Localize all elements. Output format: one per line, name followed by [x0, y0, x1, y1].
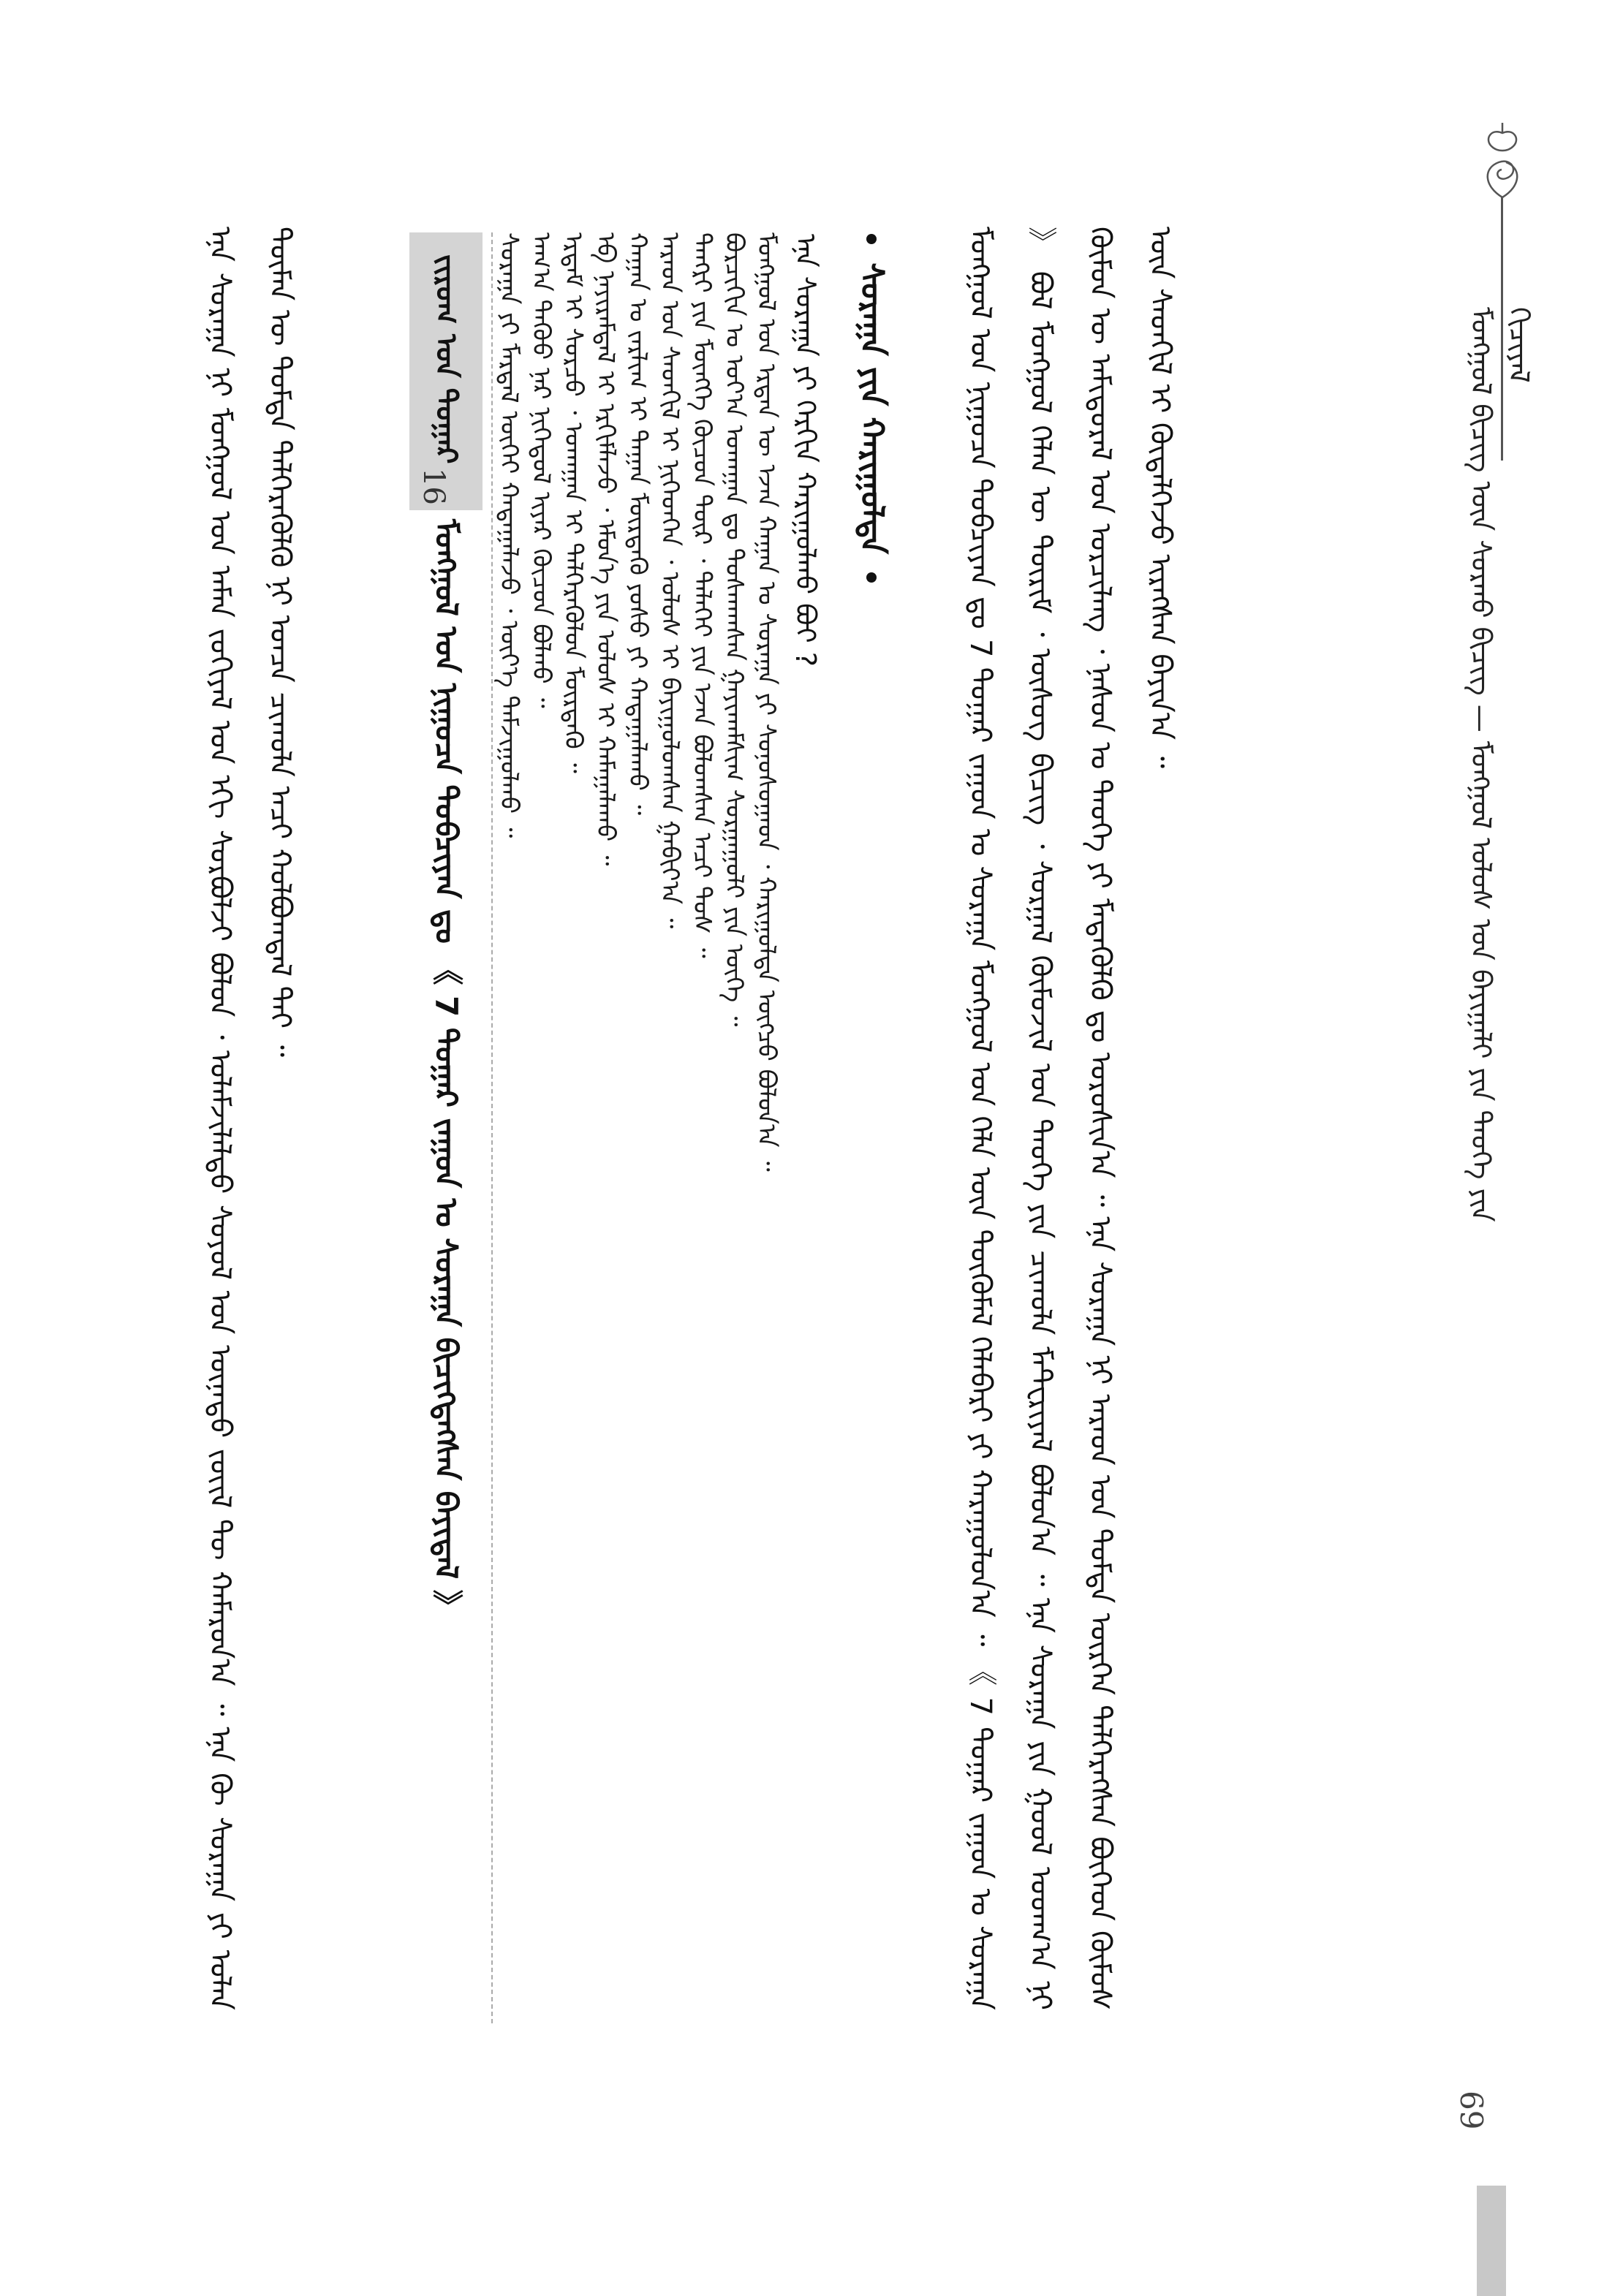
footer-bar: [1477, 2186, 1506, 2296]
bullet-icon: [866, 572, 877, 583]
header-ornament-icon: [1469, 117, 1535, 205]
section-heading: [848, 227, 899, 621]
poem-line: ᠲᠡᠨᠭᠷᠢ ᠶᠢᠨ ᠮᠥᠩᠬᠡ ᠬᠦᠴᠦᠨ ᠳᠦᠷ ᠂ ᠳᠡᠯᠡᠬᠡᠢ ᠶᠢᠨ ᠡᠵᠡᠨ ᠪᠣᠯᠤᠭᠰᠠᠨ ᠠᠴᠢ ᠲᠤᠰ ᠃: [687, 232, 716, 958]
poem-line: ᠪᠣᠷᠴᠢᠭᠢᠨ ᠤ ᠣᠶ᠎ᠠ ᠤᠬᠠᠭᠠᠨ ᠳᠤ ᠲᠤᠰᠬᠠᠭᠰᠠᠨ ᠭᠠᠶᠢᠬᠠᠮᠰᠢᠭ ᠰᠤᠷᠭᠠᠭᠤᠯᠢ ᠶᠢᠨ ᠦᠭᠡ ᠃: [719, 232, 749, 1027]
poem-divider: [491, 232, 493, 2023]
section-heading-text: ᠰᠤᠷᠠᠭᠠ ᠶᠢᠨ ᠬᠠᠷᠢᠭᠤᠯᠲᠠ: [853, 262, 890, 554]
figure-number: 16: [417, 468, 450, 505]
poem-line: ᠰᠤᠷᠠᠭᠠ ᠶᠢ ᠮᠠᠷᠲᠠᠯ ᠦᠭᠡᠢ ᠬᠠᠳᠠᠭᠠᠯᠠᠵᠤ ᠂ ᠦᠶ᠎ᠡ ᠳᠠᠮᠵᠢᠭᠤᠯᠬᠤ ᠃: [494, 232, 523, 838]
running-head: ᠮᠣᠩᠭᠣᠯ ᠪᠢᠴᠢᠭ ᠦᠨ ᠰᠤᠷᠬᠤ ᠪᠢᠴᠢᠭ — ᠮᠣᠩᠭᠣᠯ ᠤᠯᠤᠰ ᠤᠨ ᠪᠠᠶᠢᠭᠠᠯᠢ ᠶᠢᠨ ᠲᠡᠦᠬᠡ ᠶᠢᠨ ᠬᠢᠴᠢᠶᠡᠯ: [1465, 307, 1535, 1222]
poem-line: ᠡᠷᠳᠡᠮ ᠢ ᠰᠤᠷᠴᠤ ᠂ ᠤᠬᠠᠭᠠᠨ ᠢ ᠲᠡᠯᠭᠡᠷᠡᠭᠦᠯᠦᠨ ᠮᠥᠷᠳᠡᠬᠦ ᠃: [559, 232, 588, 773]
poem-line: ᠬᠠᠭᠠᠨ ᠤ ᠵᠠᠷᠯᠢᠭ ᠢ ᠳᠠᠭᠠᠨ ᠮᠥᠷᠳᠡᠬᠦ ᠶᠣᠰᠤ ᠶᠢ ᠬᠠᠳᠠᠭᠠᠯᠠᠬᠤ ᠃: [623, 232, 652, 816]
poem-block: [494, 232, 782, 2031]
page-number: 69: [1453, 2091, 1489, 2130]
poem-line: ᠠᠬ᠎ᠠ ᠳᠡᠭᠦᠦ ᠨᠠᠷ ᠨᠢᠭᠡᠳᠦᠯ ᠢᠶᠡᠷ ᠬᠦᠴᠦᠨ ᠪᠣᠯᠬᠤ ᠃: [526, 232, 556, 708]
closing-paragraph: ᠡᠨᠡ ᠰᠤᠷᠠᠭᠠ ᠨᠢ ᠮᠣᠩᠭᠣᠯ ᠤᠨ ᠠᠮᠠᠨ ᠵᠣᠬᠢᠶᠠᠯ ᠤᠨ ᠡᠬᠢ ᠰᠤᠷᠪᠤᠯᠵᠢ ᠪᠣᠯᠤᠨ ᠂ ᠤᠯᠠᠮᠵᠢᠯᠠᠯᠲᠤ ᠰᠤᠶᠤᠯ ᠤᠨ ᠦᠨᠡᠲᠦ ᠵᠦᠢᠯ ᠲᠦ ᠬᠠᠮᠠᠷᠤᠨ᠎ᠠ ᠃ ᠡᠨᠡ ᠬᠦ ᠰᠤᠷᠠᠭᠠ ᠶᠢ ᠣᠯᠠᠨ ᠲᠦᠮᠡᠨ ᠦ ᠳᠤᠮᠳᠠ ᠲᠡᠯᠭᠡᠷᠡᠭᠦᠯᠬᠦ ᠨᠢ ᠣᠨᠴᠠ ᠴᠢᠬᠤᠯᠠ ᠠᠴᠢ ᠬᠣᠯᠪᠣᠭᠳᠠᠯ ᠲᠠᠶ ᠃: [203, 227, 297, 2010]
poem-line: ᠡᠪ ᠨᠠᠶᠢᠷᠠᠮᠳᠠᠯ ᠢ ᠡᠷᠬᠢᠮᠯᠡᠵᠦ ᠂ ᠡᠮᠦᠨ᠎ᠡ ᠶᠢᠨ ᠤᠯᠤᠰ ᠢ ᠬᠠᠮᠠᠭᠠᠯᠠᠬᠤ ᠃: [591, 232, 620, 866]
caption-title: ᠮᠣᠩᠭᠣᠯ ᠤᠨ ᠨᠢᠭᠤᠴᠠ ᠲᠣᠪᠴᠢᠶᠠᠨ ᠳᠤ 《 7 ᠳᠤᠭᠠᠷ ᠵᠠᠭᠤᠨ ᠤ ᠰᠤᠷᠠᠭᠠ ᠪᠢᠴᠢᠭᠳᠡᠭᠰᠡᠨ ᠪᠠᠶᠢᠳᠠᠯ 》: [428, 519, 464, 1621]
body-paragraph: ᠮᠣᠩᠭᠣᠯ ᠤᠨ ᠨᠢᠭᠤᠴᠠ ᠲᠣᠪᠴᠢᠶᠠᠨ ᠳᠤ 7 ᠳᠤᠭᠠᠷ ᠵᠠᠭᠤᠨ ᠤ ᠰᠤᠷᠠᠭᠠ ᠮᠣᠩᠭᠣᠯ ᠤᠨ ᠬᠡᠯᠡ ᠦᠨ ᠲᠦᠭᠦᠮᠡᠯ ᠬᠡᠯᠡᠪᠡᠷᠢ ᠶᠢ ᠬᠠᠷᠠᠭᠤᠯᠤᠨ᠎ᠠ ᠃ 《 7 ᠳᠤᠭᠠᠷ ᠵᠠᠭᠤᠨ ᠤ ᠰᠤᠷᠠᠭᠠ 》 ᠪᠣᠯ ᠮᠣᠩᠭᠣᠯ ᠬᠡᠯᠡᠨ ᠦ ᠳᠦᠷᠢᠮ ᠂ ᠦᠰᠦᠭ ᠪᠢᠴᠢᠭ ᠂ ᠰᠤᠷᠭᠠᠯ ᠬᠦᠮᠦᠵᠢᠯ ᠤᠨ ᠲᠡᠦᠬᠡ ᠶᠢᠨ ᠴᠢᠬᠤᠯᠠ ᠮᠠᠲ᠋ᠧᠷᠢᠶᠠᠯ ᠪᠣᠯᠤᠨ᠎ᠠ ᠃ ᠡᠨᠡ ᠰᠤᠷᠠᠭᠠ ᠶᠢᠨ ᠭᠣᠣᠯ ᠤᠳᠬ᠎ᠠ ᠨᠢ ᠬᠦᠮᠦᠨ ᠦ ᠠᠮᠢᠳᠤᠷᠠᠯ ᠤᠨ ᠤᠷᠴᠢᠯᠠᠩ ᠂ ᠨᠠᠰᠤᠨ ᠤ ᠲᠡᠦᠬᠡ ᠶᠢ ᠮᠡᠳᠡᠭᠦᠯᠬᠦ ᠳᠤ ᠣᠷᠤᠰᠢᠨ᠎ᠠ ᠃ ᠡᠨᠡ ᠰᠤᠷᠠᠭᠠ ᠨᠢ ᠠᠷᠠᠳ ᠤᠨ ᠳᠤᠮᠳᠠ ᠥᠷᠭᠡᠨ ᠳᠡᠯᠭᠡᠷᠡᠭᠰᠡᠨ ᠪᠥᠭᠡᠳ ᠬᠦᠮᠦᠰ ᠦᠨ ᠰᠡᠳᠬᠢᠯ ᠢ ᠬᠥᠳᠡᠯᠭᠡᠵᠦ ᠢᠷᠡᠭᠰᠡᠨ ᠪᠠᠶᠢᠨ᠎ᠠ ᠃: [964, 227, 1177, 2010]
bullet-icon: [866, 234, 877, 244]
caption-label: ᠵᠢᠷᠤᠭ ᠤᠨ ᠳᠤᠭᠠᠷ: [429, 254, 463, 464]
poem-line: ᠮᠣᠩᠭᠣᠯ ᠤᠨ ᠡᠷᠲᠡᠨ ᠦ ᠡᠵᠡᠨ ᠬᠠᠭᠠᠨ ᠤ ᠰᠤᠷᠠᠭᠠ ᠶᠢ ᠰᠣᠨᠤᠰᠤᠭᠠᠳ ᠂ ᠬᠠᠷᠢᠭᠤᠯᠲᠠ ᠥᠭᠴᠦ ᠪᠣᠯᠤᠨ᠎ᠠ ᠃: [752, 232, 781, 1172]
question-line: ᠡᠨᠡ ᠰᠤᠷᠠᠭᠠ ᠶᠢ ᠬᠡᠷᠬᠢᠨ ᠬᠠᠷᠢᠭᠤᠯᠬᠤ ᠪᠤᠢ ?: [790, 234, 822, 667]
poem-line: ᠠᠷᠠᠳ ᠤᠨ ᠰᠡᠳᠬᠢᠯ ᠢ ᠨᠢᠭᠡᠳᠬᠡᠨ ᠂ ᠤᠯᠤᠰ ᠢ ᠪᠠᠶᠢᠭᠤᠯᠤᠭᠰᠠᠨ ᠭᠠᠪᠢᠶ᠎ᠠ ᠃: [655, 232, 684, 929]
